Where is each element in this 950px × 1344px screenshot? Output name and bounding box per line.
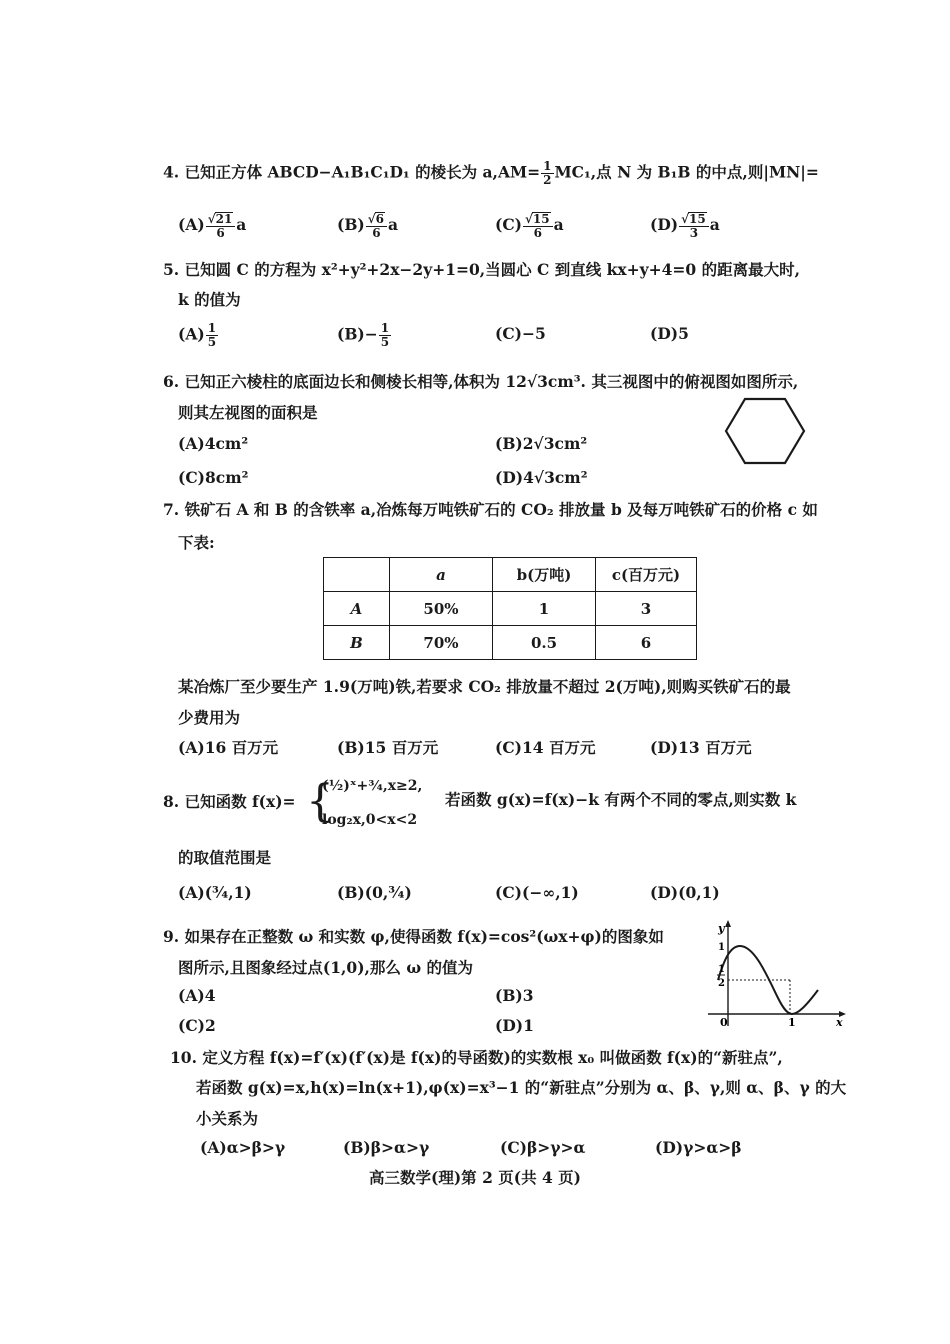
q9-option-a: (A)4 — [178, 986, 216, 1005]
table-cell: 1 — [493, 592, 596, 626]
q4-half-fraction: $\frac{1}{2}$ — [543, 159, 552, 187]
table-cell: A — [324, 592, 390, 626]
q10-line-3: 小关系为 — [196, 1109, 259, 1128]
hexagon-shape — [726, 399, 804, 463]
origin-label: 0 — [720, 1016, 728, 1029]
q8-suffix: 若函数 g(x)=f(x)−k 有两个不同的零点,则实数 k — [445, 790, 797, 809]
q8-option-c: (C)(−∞,1) — [495, 883, 579, 902]
q4-stem-part2: MC₁,点 N 为 B₁B 的中点,则|MN|= — [554, 162, 819, 182]
q7-option-c: (C)14 百万元 — [495, 738, 596, 757]
q5-line-1: 5. 已知圆 C 的方程为 x²+y²+2x−2y+1=0,当圆心 C 到直线 kx+y+4=0 的距离最大时, — [163, 260, 800, 279]
q6-option-c: (C)8cm² — [178, 468, 249, 487]
q10-option-a: (A)α>β>γ — [200, 1138, 286, 1157]
q4-stem-part1: 4. 已知正方体 ABCD−A₁B₁C₁D₁ 的棱长为 a,AM — [163, 162, 528, 182]
q4-option-b: (B) $\frac{√6}{6}$ a — [337, 212, 399, 240]
y-tick-half-numerator: 1 — [718, 964, 725, 975]
q8-brace: { — [306, 776, 334, 827]
q5-option-b: (B)− $\frac{1}{5}$ — [337, 321, 390, 349]
q8-option-d: (D)(0,1) — [650, 883, 720, 902]
page-footer: 高三数学(理)第 2 页(共 4 页) — [369, 1168, 581, 1187]
x-axis-label: x — [836, 1016, 843, 1029]
ore-data-table — [323, 557, 697, 660]
q10-option-b: (B)β>α>γ — [343, 1138, 430, 1157]
q9-line-1: 9. 如果存在正整数 ω 和实数 φ,使得函数 f(x)=cos²(ωx+φ)的图象如 — [163, 927, 664, 946]
table-cell: 0.5 — [493, 626, 596, 660]
q7-line-3: 某冶炼厂至少要生产 1.9(万吨)铁,若要求 CO₂ 排放量不超过 2(万吨),则购买铁矿石的最 — [178, 677, 791, 696]
q5-option-d: (D)5 — [650, 324, 689, 343]
q4-option-d: (D) $\frac{√15}{3}$ a — [650, 212, 720, 240]
q4-option-c: (C) $\frac{√15}{6}$ a — [495, 212, 564, 240]
table-cell: 3 — [596, 592, 697, 626]
q9-option-b: (B)3 — [495, 986, 534, 1005]
question-4-stem: 4. 已知正方体 ABCD−A₁B₁C₁D₁ 的棱长为 a,AM= $\frac{1}{2}$ MC₁,点 N 为 B₁B 的中点,则|MN|= — [163, 159, 819, 187]
table-row — [324, 592, 697, 626]
y-tick-1-label: 1 — [718, 942, 725, 953]
q6-option-a: (A)4cm² — [178, 434, 249, 453]
table-header-row — [324, 558, 697, 592]
table-header-cell: c(百万元) — [596, 558, 697, 592]
q10-option-c: (C)β>γ>α — [500, 1138, 586, 1157]
q7-line-2: 下表: — [178, 533, 215, 552]
q5-option-a: (A) $\frac{1}{5}$ — [178, 321, 217, 349]
q7-option-b: (B)15 百万元 — [337, 738, 439, 757]
q9-option-c: (C)2 — [178, 1016, 216, 1035]
q8-case-1: (½)ˣ+¾,x≥2, — [322, 778, 423, 794]
q7-line-4: 少费用为 — [178, 708, 241, 727]
q7-line-1: 7. 铁矿石 A 和 B 的含铁率 a,冶炼每万吨铁矿石的 CO₂ 排放量 b 及每万吨铁矿石的价格 c 如 — [163, 500, 818, 519]
q10-option-d: (D)γ>α>β — [655, 1138, 742, 1157]
q8-prefix: 8. 已知函数 f(x)= — [163, 792, 296, 811]
x-tick-1-label: 1 — [788, 1016, 796, 1029]
q6-line-2: 则其左视图的面积是 — [178, 403, 318, 422]
table-header-cell — [324, 558, 390, 592]
q6-line-1: 6. 已知正六棱柱的底面边长和侧棱长相等,体积为 12√3cm³. 其三视图中的俯视图如图所示, — [163, 372, 799, 391]
hexagon-top-view-figure — [720, 395, 810, 467]
table-header-cell: b(万吨) — [493, 558, 596, 592]
table-row — [324, 626, 697, 660]
q4-option-a: (A) $\frac{√21}{6}$ a — [178, 212, 247, 240]
q5-option-c: (C)−5 — [495, 324, 546, 343]
q7-option-d: (D)13 百万元 — [650, 738, 752, 757]
y-tick-half-denominator: 2 — [718, 978, 725, 989]
table-header-cell: a — [390, 558, 493, 592]
q7-option-a: (A)16 百万元 — [178, 738, 279, 757]
q9-option-d: (D)1 — [495, 1016, 534, 1035]
q9-line-2: 图所示,且图象经过点(1,0),那么 ω 的值为 — [178, 958, 473, 977]
table-cell: 6 — [596, 626, 697, 660]
q5-line-2: k 的值为 — [178, 290, 241, 309]
table-cell: 50% — [390, 592, 493, 626]
q8-option-a: (A)(¾,1) — [178, 883, 252, 902]
table-cell: B — [324, 626, 390, 660]
table-cell: 70% — [390, 626, 493, 660]
q10-line-2: 若函数 g(x)=x,h(x)=ln(x+1),φ(x)=x³−1 的“新驻点”分别为 α、β、γ,则 α、β、γ 的大 — [196, 1078, 847, 1097]
q8-case-2: log₂x,0<x<2 — [322, 812, 418, 828]
cosine-graph-figure — [700, 918, 850, 1030]
q8-option-b: (B)(0,¾) — [337, 883, 412, 902]
q10-line-1: 10. 定义方程 f(x)=f′(x)(f′(x)是 f(x)的导函数)的实数根 x₀ 叫做函数 f(x)的“新驻点”, — [170, 1048, 783, 1067]
q6-option-d: (D)4√3cm² — [495, 468, 588, 487]
y-axis-label: y — [718, 922, 725, 935]
q6-option-b: (B)2√3cm² — [495, 434, 588, 453]
q8-line-2: 的取值范围是 — [178, 848, 272, 867]
y-axis-arrow — [725, 920, 731, 927]
